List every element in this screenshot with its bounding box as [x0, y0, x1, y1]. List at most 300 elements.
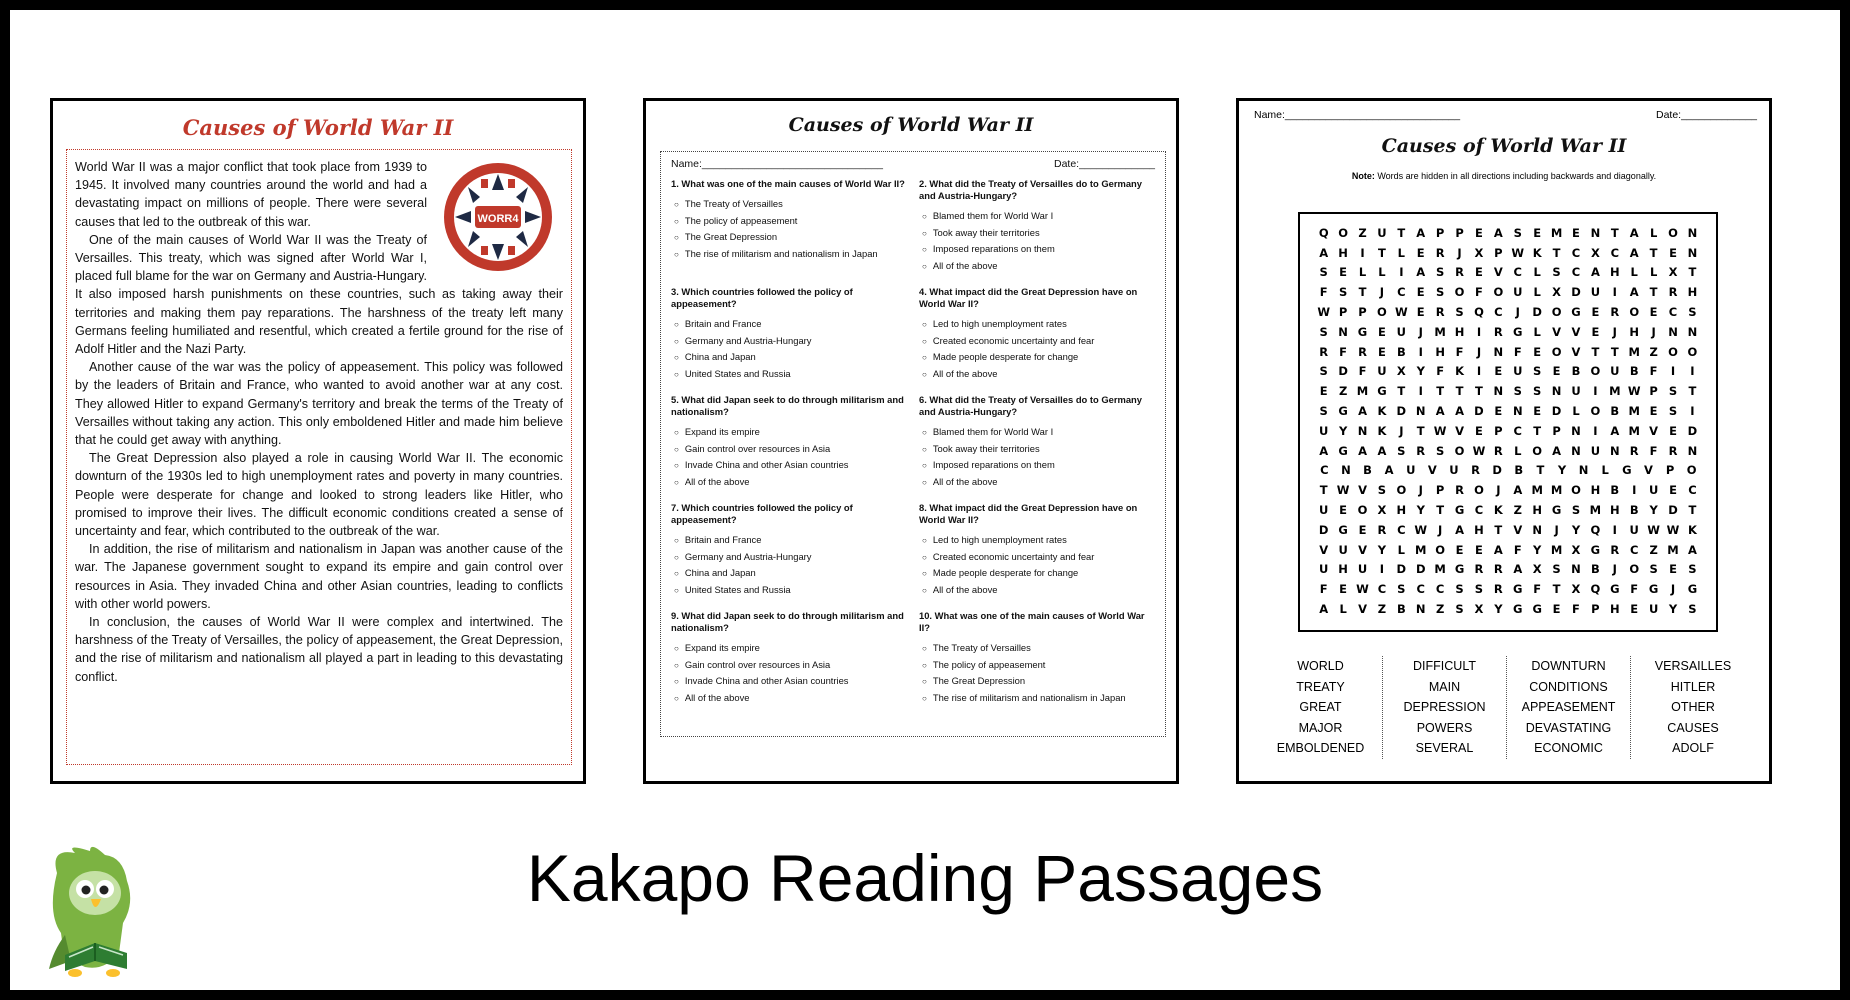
grid-letter: M — [1434, 324, 1446, 339]
ws-name-field: Name:______________________________ — [1254, 109, 1461, 121]
answer-option: ○ Blamed them for World War I — [922, 424, 1155, 441]
grid-letter: Y — [1338, 423, 1348, 438]
answer-option: ○ Created economic uncertainty and fear — [922, 549, 1155, 566]
grid-letter: U — [1406, 463, 1416, 478]
quiz-date-field: Date:_____________ — [1053, 158, 1155, 170]
grid-letter: S — [1435, 285, 1445, 300]
grid-letter: T — [1649, 285, 1658, 300]
grid-letter: G — [1454, 503, 1465, 518]
grid-letter: V — [1493, 265, 1503, 280]
grid-letter: X — [1396, 364, 1406, 379]
grid-letter: A — [1455, 522, 1464, 537]
grid-letter: S — [1571, 503, 1581, 518]
grid-letter: C — [1629, 542, 1639, 557]
grid-letter: V — [1358, 483, 1367, 498]
grid-letter: R — [1668, 443, 1678, 458]
grid-letter: T — [1533, 423, 1542, 438]
quiz-question — [919, 502, 1155, 610]
grid-letter: J — [1670, 582, 1676, 597]
grid-letter: O — [1532, 443, 1543, 458]
grid-row — [1314, 362, 1702, 382]
grid-letter: S — [1319, 364, 1328, 379]
grid-letter: A — [1319, 602, 1329, 617]
grid-letter: J — [1515, 305, 1520, 320]
grid-letter: E — [1455, 542, 1464, 557]
answer-option: ○ The Great Depression — [922, 673, 1155, 690]
grid-letter: S — [1688, 602, 1697, 617]
grid-letter: F — [1533, 582, 1542, 597]
grid-letter: E — [1377, 324, 1386, 339]
grid-letter: U — [1357, 562, 1368, 577]
grid-letter: L — [1514, 443, 1522, 458]
grid-letter: Q — [1318, 225, 1329, 240]
grid-letter: Y — [1557, 463, 1567, 478]
grid-letter: S — [1533, 384, 1542, 399]
grid-letter: E — [1416, 305, 1425, 320]
grid-letter: R — [1493, 443, 1503, 458]
grid-letter: G — [1338, 404, 1348, 419]
grid-letter: S — [1552, 265, 1561, 280]
grid-letter: A — [1319, 245, 1329, 260]
word-item: MAJOR — [1298, 720, 1343, 735]
grid-letter: S — [1319, 265, 1328, 280]
grid-row — [1314, 461, 1702, 481]
grid-letter: E — [1533, 404, 1542, 419]
ww2-emblem-image — [433, 160, 563, 274]
grid-letter: L — [1397, 245, 1405, 260]
grid-letter: F — [1513, 542, 1522, 557]
answer-option: ○ The rise of militarism and nationalism in Japan — [674, 246, 907, 263]
grid-letter: S — [1552, 562, 1561, 577]
grid-letter: O — [1454, 285, 1465, 300]
answer-option: ○ Imposed reparations on them — [922, 457, 1155, 474]
grid-letter: F — [1475, 285, 1483, 300]
grid-letter: W — [1336, 483, 1350, 498]
grid-row — [1314, 520, 1702, 540]
grid-letter: M — [1628, 423, 1640, 438]
grid-letter: N — [1687, 225, 1698, 240]
grid-letter: S — [1533, 364, 1542, 379]
answer-option: ○ All of the above — [922, 474, 1155, 491]
grid-letter: N — [1571, 562, 1581, 577]
answer-option: ○ Germany and Austria-Hungary — [674, 549, 907, 566]
grid-letter: A — [1416, 225, 1426, 240]
word-item: WORLD — [1297, 659, 1344, 673]
grid-letter: G — [1687, 582, 1698, 597]
grid-letter: C — [1513, 423, 1522, 438]
grid-letter: Y — [1649, 503, 1658, 518]
grid-letter: F — [1649, 364, 1658, 379]
grid-letter: U — [1571, 384, 1581, 399]
grid-letter: U — [1377, 364, 1387, 379]
grid-letter: I — [1399, 265, 1404, 280]
grid-letter: Z — [1513, 503, 1522, 518]
grid-letter: P — [1494, 423, 1503, 438]
word-item: EMBOLDENED — [1276, 741, 1365, 756]
grid-letter: H — [1532, 503, 1542, 518]
grid-letter: C — [1377, 582, 1387, 597]
grid-letter: S — [1455, 602, 1464, 617]
grid-row — [1314, 579, 1702, 599]
grid-letter: A — [1610, 423, 1620, 438]
grid-letter: A — [1384, 463, 1394, 478]
grid-letter: I — [1418, 344, 1423, 359]
grid-letter: K — [1493, 503, 1503, 518]
grid-letter: G — [1590, 542, 1601, 557]
grid-letter: E — [1552, 602, 1561, 617]
grid-letter: Q — [1474, 305, 1484, 320]
word-item: ECONOMIC — [1534, 741, 1603, 756]
grid-letter: P — [1665, 463, 1675, 478]
grid-letter: W — [1511, 245, 1525, 260]
grid-letter: V — [1358, 602, 1367, 617]
grid-letter: O — [1493, 285, 1504, 300]
grid-letter: Y — [1377, 542, 1387, 557]
grid-letter: C — [1610, 245, 1620, 260]
grid-letter: T — [1436, 384, 1445, 399]
grid-letter: O — [1668, 225, 1678, 240]
grid-letter: G — [1551, 503, 1562, 518]
grid-letter: U — [1396, 324, 1406, 339]
grid-letter: V — [1319, 542, 1329, 557]
word-item: TREATY — [1296, 679, 1345, 694]
grid-letter: V — [1571, 324, 1581, 339]
grid-letter: I — [1612, 285, 1617, 300]
grid-row — [1314, 263, 1702, 283]
grid-letter: E — [1591, 324, 1600, 339]
grid-letter: A — [1513, 562, 1523, 577]
grid-letter: T — [1397, 384, 1406, 399]
answer-option: ○ The policy of appeasement — [674, 213, 907, 230]
quiz-question — [671, 394, 907, 502]
word-item: ADOLF — [1672, 741, 1714, 756]
grid-letter: I — [1690, 364, 1695, 379]
grid-letter: N — [1493, 344, 1504, 359]
grid-letter: Z — [1435, 602, 1445, 617]
grid-letter: Q — [1590, 582, 1601, 597]
grid-letter: H — [1435, 344, 1445, 359]
grid-letter: I — [1612, 522, 1617, 537]
grid-row — [1314, 480, 1702, 500]
grid-letter: N — [1590, 225, 1601, 240]
grid-letter: O — [1435, 542, 1446, 557]
grid-letter: T — [1455, 384, 1464, 399]
grid-letter: H — [1687, 285, 1698, 300]
grid-letter: G — [1357, 324, 1368, 339]
grid-letter: U — [1590, 443, 1601, 458]
grid-letter: E — [1669, 483, 1677, 498]
grid-letter: G — [1648, 582, 1659, 597]
grid-letter: J — [1496, 483, 1501, 498]
grid-letter: X — [1474, 602, 1484, 617]
word-item: OTHER — [1671, 700, 1715, 715]
word-item: SEVERAL — [1415, 741, 1474, 756]
grid-row — [1314, 401, 1702, 421]
grid-letter: E — [1533, 225, 1542, 240]
grid-row — [1314, 540, 1702, 560]
grid-letter: G — [1338, 522, 1348, 537]
grid-letter: E — [1494, 364, 1503, 379]
grid-letter: Y — [1416, 364, 1425, 379]
grid-letter: U — [1338, 542, 1348, 557]
grid-letter: A — [1513, 483, 1523, 498]
grid-letter: D — [1474, 404, 1484, 419]
answer-option: ○ All of the above — [922, 366, 1155, 383]
grid-letter: B — [1396, 602, 1406, 617]
grid-letter: U — [1319, 423, 1329, 438]
word-column — [1507, 656, 1631, 759]
grid-letter: O — [1590, 404, 1601, 419]
grid-letter: E — [1591, 305, 1600, 320]
grid-letter: D — [1687, 423, 1698, 438]
brand-name: Kakapo Reading Passages — [526, 841, 1324, 915]
grid-letter: K — [1455, 364, 1464, 379]
grid-letter: I — [1476, 324, 1482, 339]
grid-row — [1314, 500, 1702, 520]
grid-letter: U — [1377, 225, 1387, 240]
grid-letter: D — [1338, 364, 1348, 379]
grid-letter: H — [1338, 245, 1348, 260]
grid-letter: R — [1668, 285, 1678, 300]
answer-option: ○ Gain control over resources in Asia — [674, 441, 907, 458]
grid-letter: N — [1338, 324, 1348, 339]
grid-letter: Z — [1358, 225, 1367, 240]
quiz-question — [671, 286, 907, 394]
grid-letter: L — [1533, 324, 1541, 339]
grid-letter: T — [1416, 423, 1425, 438]
quiz-question — [919, 394, 1155, 502]
grid-letter: W — [1317, 305, 1331, 320]
grid-letter: S — [1688, 305, 1697, 320]
grid-letter: K — [1377, 404, 1387, 419]
grid-letter: K — [1687, 522, 1697, 537]
grid-letter: C — [1320, 463, 1329, 478]
grid-letter: E — [1339, 265, 1348, 280]
grid-letter: S — [1455, 305, 1464, 320]
grid-letter: P — [1358, 305, 1367, 320]
answer-option: ○ Britain and France — [674, 532, 907, 549]
grid-letter: Z — [1649, 542, 1658, 557]
grid-letter: N — [1551, 384, 1562, 399]
grid-letter: Q — [1590, 522, 1601, 537]
grid-letter: I — [1670, 364, 1676, 379]
grid-letter: Z — [1377, 602, 1387, 617]
grid-letter: R — [1416, 443, 1426, 458]
word-item: MAIN — [1428, 679, 1461, 694]
grid-letter: O — [1686, 463, 1697, 478]
word-item: DIFFICULT — [1413, 659, 1476, 673]
grid-letter: V — [1455, 423, 1464, 438]
grid-letter: M — [1667, 542, 1679, 557]
grid-letter: F — [1630, 582, 1639, 597]
ws-date-field: Date:_____________ — [1655, 109, 1757, 121]
answer-option: ○ Created economic uncertainty and fear — [922, 333, 1155, 350]
grid-letter: B — [1629, 364, 1639, 379]
grid-letter: T — [1552, 245, 1561, 260]
answer-option: ○ All of the above — [674, 474, 907, 491]
grid-letter: B — [1363, 463, 1372, 478]
grid-letter: R — [1319, 344, 1329, 359]
grid-letter: M — [1609, 384, 1621, 399]
grid-letter: B — [1629, 503, 1639, 518]
grid-letter: L — [1649, 225, 1658, 240]
grid-letter: C — [1474, 503, 1484, 518]
word-item: VERSAILLES — [1654, 659, 1732, 673]
grid-row — [1314, 223, 1702, 243]
grid-letter: L — [1649, 265, 1658, 280]
grid-letter: T — [1610, 344, 1619, 359]
answer-option: ○ Took away their territories — [922, 441, 1155, 458]
grid-letter: S — [1474, 582, 1484, 597]
grid-letter: B — [1514, 463, 1524, 478]
grid-letter: H — [1609, 602, 1620, 617]
question-text: 3. Which countries followed the policy of appeasement? — [671, 286, 853, 309]
grid-letter: E — [1669, 562, 1677, 577]
grid-letter: I — [1593, 384, 1598, 399]
grid-letter: P — [1455, 225, 1464, 240]
grid-letter: T — [1494, 522, 1503, 537]
grid-letter: R — [1610, 542, 1620, 557]
grid-letter: L — [1378, 265, 1386, 280]
grid-letter: L — [1601, 463, 1609, 478]
grid-letter: E — [1669, 245, 1677, 260]
grid-letter: N — [1415, 404, 1426, 419]
ws-note: Note: Words are hidden in all directions including backwards and diagonally. — [1351, 171, 1657, 181]
grid-letter: J — [1476, 344, 1482, 359]
grid-letter: O — [1629, 562, 1640, 577]
grid-letter: H — [1590, 483, 1601, 498]
grid-letter: H — [1338, 562, 1348, 577]
grid-letter: B — [1610, 483, 1620, 498]
grid-letter: R — [1435, 245, 1445, 260]
grid-letter: L — [1397, 542, 1405, 557]
grid-letter: O — [1571, 483, 1581, 498]
quiz-box — [660, 151, 1166, 737]
grid-letter: G — [1513, 602, 1523, 617]
word-item: CAUSES — [1667, 720, 1719, 735]
grid-letter: T — [1688, 503, 1697, 518]
answer-option: ○ All of the above — [922, 582, 1155, 599]
answer-option: ○ Gain control over resources in Asia — [674, 657, 907, 674]
grid-letter: B — [1571, 364, 1581, 379]
grid-letter: E — [1494, 404, 1503, 419]
answer-option: ○ Led to high unemployment rates — [922, 532, 1155, 549]
grid-letter: O — [1629, 305, 1640, 320]
word-list — [1259, 656, 1755, 759]
grid-row — [1314, 282, 1702, 302]
grid-letter: L — [1358, 265, 1367, 280]
grid-letter: S — [1668, 384, 1678, 399]
grid-letter: E — [1669, 423, 1677, 438]
grid-letter: X — [1377, 503, 1387, 518]
word-column — [1383, 656, 1507, 759]
word-item: GREAT — [1299, 700, 1342, 715]
grid-letter: G — [1532, 602, 1542, 617]
grid-letter: F — [1436, 364, 1445, 379]
grid-letter: L — [1339, 602, 1347, 617]
grid-letter: H — [1396, 503, 1407, 518]
grid-letter: D — [1668, 503, 1678, 518]
grid-letter: V — [1649, 423, 1659, 438]
passage-paragraph: In addition, the rise of militarism and nationalism in Japan was another cause of the war. The Japanese government sought to expand its empire and gain control over resources in Asia. They invaded China and other Asian countries, leading to conflicts with other world powers. — [75, 542, 563, 611]
grid-letter: R — [1455, 483, 1464, 498]
quiz-question — [919, 286, 1155, 394]
grid-letter: V — [1552, 324, 1562, 339]
grid-letter: X — [1571, 542, 1581, 557]
answer-option: ○ Led to high unemployment rates — [922, 316, 1155, 333]
grid-letter: H — [1474, 522, 1484, 537]
question-text: 1. What was one of the main causes of World War II? — [671, 178, 905, 189]
grid-letter: E — [1377, 344, 1386, 359]
grid-letter: S — [1397, 582, 1406, 597]
grid-letter: S — [1319, 324, 1328, 339]
grid-letter: I — [1476, 364, 1482, 379]
grid-letter: O — [1338, 225, 1348, 240]
grid-letter: D — [1415, 562, 1426, 577]
grid-letter: D — [1571, 285, 1581, 300]
grid-letter: N — [1571, 423, 1581, 438]
grid-letter: W — [1433, 423, 1447, 438]
grid-letter: A — [1455, 404, 1464, 419]
grid-letter: I — [1632, 483, 1637, 498]
grid-letter: E — [1416, 245, 1425, 260]
answer-option: ○ Blamed them for World War I — [922, 208, 1155, 225]
grid-letter: C — [1513, 265, 1522, 280]
grid-letter: A — [1629, 245, 1639, 260]
grid-letter: W — [1472, 443, 1486, 458]
grid-letter: T — [1591, 344, 1600, 359]
grid-letter: D — [1551, 404, 1562, 419]
question-text: 9. What did Japan seek to do through militarism and nationalism? — [671, 610, 904, 633]
grid-letter: R — [1493, 324, 1503, 339]
grid-letter: E — [1475, 542, 1483, 557]
grid-letter: C — [1688, 483, 1697, 498]
question-text: 6. What did the Treaty of Versailles do to Germany and Austria-Hungary? — [919, 394, 1142, 417]
quiz-page — [643, 98, 1179, 784]
grid-letter: O — [1474, 483, 1484, 498]
grid-letter: J — [1554, 522, 1559, 537]
grid-letter: V — [1571, 344, 1581, 359]
answer-option: ○ The policy of appeasement — [922, 657, 1155, 674]
grid-letter: N — [1532, 522, 1542, 537]
answer-option: ○ The Great Depression — [674, 229, 907, 246]
answer-option: ○ United States and Russia — [674, 366, 907, 383]
grid-letter: Z — [1649, 344, 1658, 359]
grid-letter: P — [1552, 423, 1561, 438]
grid-letter: O — [1551, 344, 1562, 359]
word-column — [1631, 656, 1755, 759]
grid-letter: G — [1454, 562, 1465, 577]
grid-letter: Z — [1338, 384, 1348, 399]
grid-letter: A — [1435, 404, 1445, 419]
question-text: 2. What did the Treaty of Versailles do to Germany and Austria-Hungary? — [919, 178, 1142, 201]
grid-letter: G — [1338, 443, 1348, 458]
grid-letter: A — [1687, 542, 1697, 557]
grid-letter: V — [1427, 463, 1437, 478]
grid-letter: U — [1648, 602, 1659, 617]
grid-letter: Y — [1668, 602, 1678, 617]
grid-letter: C — [1571, 245, 1581, 260]
passage-box — [66, 149, 572, 765]
answer-option: ○ Imposed reparations on them — [922, 241, 1155, 258]
grid-letter: U — [1513, 285, 1523, 300]
grid-letter: L — [1533, 285, 1541, 300]
grid-letter: O — [1668, 344, 1678, 359]
grid-letter: A — [1590, 265, 1600, 280]
grid-letter: D — [1532, 305, 1542, 320]
grid-row — [1314, 381, 1702, 401]
grid-letter: O — [1551, 305, 1562, 320]
